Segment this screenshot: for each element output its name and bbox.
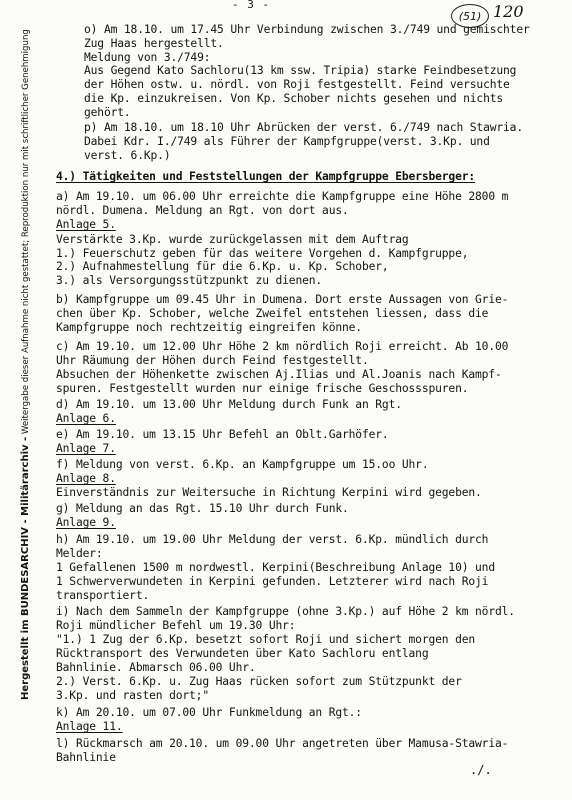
anlage-reference bbox=[56, 218, 116, 231]
text-line: Einverständnis zur Weitersuche in Richtung Kerpini wird gegeben. bbox=[56, 486, 482, 499]
archive-label: Hergestellt im BUNDESARCHIV - Militärarchiv - bbox=[20, 436, 31, 700]
page-number: - 3 - bbox=[232, 0, 271, 11]
continuation-mark: ./. bbox=[470, 763, 492, 777]
text-line: Absuchen der Höhenkette zwischen Aj.Ilias und Al.Joanis nach Kampf- bbox=[56, 368, 502, 381]
text-line: Aus Gegend Kato Sachloru(13 km ssw. Tripia) starke Feindbesetzung bbox=[84, 64, 517, 77]
text-line: c) Am 19.10. um 12.00 Uhr Höhe 2 km nördlich Roji erreicht. Ab 10.00 bbox=[56, 340, 509, 353]
text-line: 2.) Aufnahmestellung für die 6.Kp. u. Kp. Schober, bbox=[56, 260, 389, 273]
anlage-underline: Anlage 6. bbox=[56, 412, 116, 425]
anlage-underline: Anlage 8. bbox=[56, 472, 116, 485]
text-line: spuren. Festgestellt wurden nur einige frische Geschossspuren. bbox=[56, 382, 469, 395]
anlage-reference bbox=[56, 472, 116, 485]
section-heading: 4.) Tätigkeiten und Feststellungen der Kampfgruppe Ebersberger: bbox=[56, 170, 476, 183]
archive-notice bbox=[21, 29, 31, 700]
text-line: verst. 6.Kp.) bbox=[84, 149, 171, 162]
text-line: Verstärkte 3.Kp. wurde zurückgelassen mit dem Auftrag bbox=[56, 233, 409, 246]
text-line: gehört. bbox=[84, 106, 131, 119]
anlage-underline: Anlage 5. bbox=[56, 218, 116, 231]
text-line: nördl. Dumena. Meldung an Rgt. von dort aus. bbox=[56, 204, 349, 217]
archive-sidebar bbox=[10, 29, 32, 700]
text-line: 2.) Verst. 6.Kp. u. Zug Haas rücken sofort zum Stützpunkt der bbox=[56, 675, 462, 688]
text-line: g) Meldung an das Rgt. 15.10 Uhr durch Funk. bbox=[56, 502, 349, 515]
text-line: der Höhen ostw. u. nördl. von Roji festgestellt. Feind versuchte bbox=[84, 78, 510, 91]
text-line: chen über Kp. Schober, welche Zweifel entstehen liessen, dass die bbox=[56, 307, 489, 320]
anlage-underline: Anlage 11. bbox=[56, 720, 123, 733]
text-line: "1.) 1 Zug der 6.Kp. besetzt sofort Roji und sichert morgen den bbox=[56, 633, 476, 646]
text-line: p) Am 18.10. um 18.10 Uhr Abrücken der verst. 6./749 nach Stawria. bbox=[84, 121, 523, 134]
text-line: e) Am 19.10. um 13.15 Uhr Befehl an Oblt.Garhöfer. bbox=[56, 428, 389, 441]
text-line: Bahnlinie bbox=[56, 751, 116, 764]
text-line: Dabei Kdr. I./749 als Führer der Kampfgruppe(verst. 3.Kp. und bbox=[84, 135, 490, 148]
text-line: die Kp. einzukreisen. Von Kp. Schober nichts gesehen und nichts bbox=[84, 92, 504, 105]
text-line: Kampfgruppe noch rechtzeitig eingreifen könne. bbox=[56, 321, 362, 334]
text-line: h) Am 19.10. um 19.00 Uhr Meldung der verst. 6.Kp. mündlich durch bbox=[56, 533, 489, 546]
anlage-reference bbox=[56, 442, 116, 455]
text-line: o) Am 18.10. um 17.45 Uhr Verbindung zwischen 3./749 und gemischter bbox=[84, 23, 530, 36]
reproduction-notice: Weitergabe dieser Aufnahme nicht gestattet; Reproduktion nur mit schriftlicher Genehmigung bbox=[21, 29, 31, 435]
archive-stamp: (51) bbox=[451, 4, 489, 28]
text-line: i) Nach dem Sammeln der Kampfgruppe (ohne 3.Kp.) auf Höhe 2 km nördl. bbox=[56, 605, 515, 618]
text-line: a) Am 19.10. um 06.00 Uhr erreichte die Kampfgruppe eine Höhe 2800 m bbox=[56, 190, 509, 203]
text-line: 1 Gefallenen 1500 m nordwestl. Kerpini(Beschreibung Anlage 10) und bbox=[56, 561, 495, 574]
text-line: d) Am 19.10. um 13.00 Uhr Meldung durch Funk an Rgt. bbox=[56, 398, 402, 411]
text-line: Roji mündlicher Befehl um 19.30 Uhr: bbox=[56, 619, 296, 632]
text-line: Melder: bbox=[56, 547, 103, 560]
text-line: 1 Schwerverwundeten in Kerpini gefunden. Letzterer wird nach Roji bbox=[56, 575, 489, 588]
anlage-underline: Anlage 9. bbox=[56, 516, 116, 529]
text-line: l) Rückmarsch am 20.10. um 09.00 Uhr angetreten über Mamusa-Stawria- bbox=[56, 737, 509, 750]
text-line: 3.) als Versorgungsstützpunkt zu dienen. bbox=[56, 274, 323, 287]
text-line: k) Am 20.10. um 07.00 Uhr Funkmeldung an Rgt.: bbox=[56, 706, 362, 719]
text-line: Rücktransport des Verwundeten über Kato Sachloru entlang bbox=[56, 647, 429, 660]
text-line: f) Meldung von verst. 6.Kp. an Kampfgruppe um 15.oo Uhr. bbox=[56, 458, 429, 471]
text-line: Zug Haas hergestellt. bbox=[84, 37, 224, 50]
text-line: transportiert. bbox=[56, 589, 150, 602]
text-line: Meldung von 3./749: bbox=[84, 51, 211, 64]
text-line: Bahnlinie. Abmarsch 06.00 Uhr. bbox=[56, 661, 256, 674]
anlage-reference bbox=[56, 720, 123, 733]
text-line: 3.Kp. und rasten dort;" bbox=[56, 689, 209, 702]
anlage-reference bbox=[56, 516, 116, 529]
text-line: Uhr Räumung der Höhen durch Feind festgestellt. bbox=[56, 354, 369, 367]
anlage-reference bbox=[56, 412, 116, 425]
text-line: 1.) Feuerschutz geben für das weitere Vorgehen d. Kampfgruppe, bbox=[56, 247, 469, 260]
text-line: b) Kampfgruppe um 09.45 Uhr in Dumena. Dort erste Aussagen von Grie- bbox=[56, 293, 509, 306]
anlage-underline: Anlage 7. bbox=[56, 442, 116, 455]
handwritten-page-number: 120 bbox=[493, 2, 524, 21]
